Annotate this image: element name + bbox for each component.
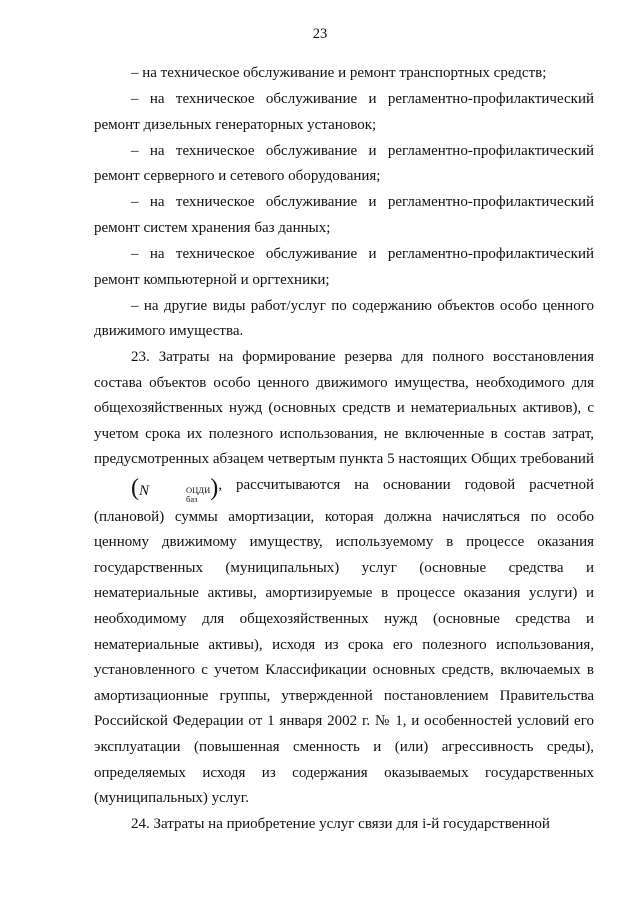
paragraph-23-text-after: , рассчитываются на основании годовой расчетной (плановой) суммы амортизации, которая должна начисляться по особо ценному движимому имуществу, используемому в процессе оказания государственных (муниципальных) услуг (основные средства и нематериальные активы, амортизируемые в процессе оказания услуги) и необходимому для общехозяйственных нужд (основные средства и нематериальные активы), исходя из срока его полезного использования, установленного с учетом Классификации основных средств, включаемых в амортизационные группы, утвержденной постановлением Правительства Российской Федерации от 1 января 2002 г. № 1, и особенностей условий его эксплуатации (повышенная сменность и (или) агрессивность среды), определяемых исходя из содержания оказываемых государственных (муниципальных) услуг. xyxy=(94,477,594,807)
paragraph-23 xyxy=(94,345,594,812)
list-item: – на техническое обслуживание и регламентно-профилактический ремонт систем хранения баз данных; xyxy=(94,194,594,237)
list-item: – на техническое обслуживание и регламентно-профилактический ремонт серверного и сетевого оборудования; xyxy=(94,142,594,185)
formula-subscript: баз xyxy=(186,494,198,504)
paragraph-24: 24. Затраты на приобретение услуг связи для i-й государственной xyxy=(131,815,550,832)
list-item: – на техническое обслуживание и регламентно-профилактический ремонт дизельных генераторных установок; xyxy=(94,91,594,133)
list-item: – на техническое обслуживание и ремонт транспортных средств; xyxy=(131,65,547,81)
list-item: – на техническое обслуживание и регламентно-профилактический ремонт компьютерной и оргтехники; xyxy=(94,246,594,288)
page-number: 23 xyxy=(312,26,328,42)
formula-close-paren: ) xyxy=(210,475,219,501)
paragraph-23-text-before: 23. Затраты на формирование резерва для полного восстановления состава объектов особо ценного движимого имущества, необходимого для общехозяйственных нужд (основных средств и нематериальных активов), с учетом срока их полезного использования, не включенные в состав затрат, предусмотренных абзацем четвертым пункта 5 настоящих Общих требований xyxy=(94,349,594,468)
document-body xyxy=(94,61,594,837)
formula-superscript: ОЦДИ xyxy=(186,485,211,495)
formula-symbol: N xyxy=(139,483,150,499)
formula-n-ocdi-baz xyxy=(94,475,219,505)
list-item: – на другие виды работ/услуг по содержанию объектов особо ценного движимого имущества. xyxy=(94,297,594,340)
formula-open-paren: ( xyxy=(131,475,139,501)
